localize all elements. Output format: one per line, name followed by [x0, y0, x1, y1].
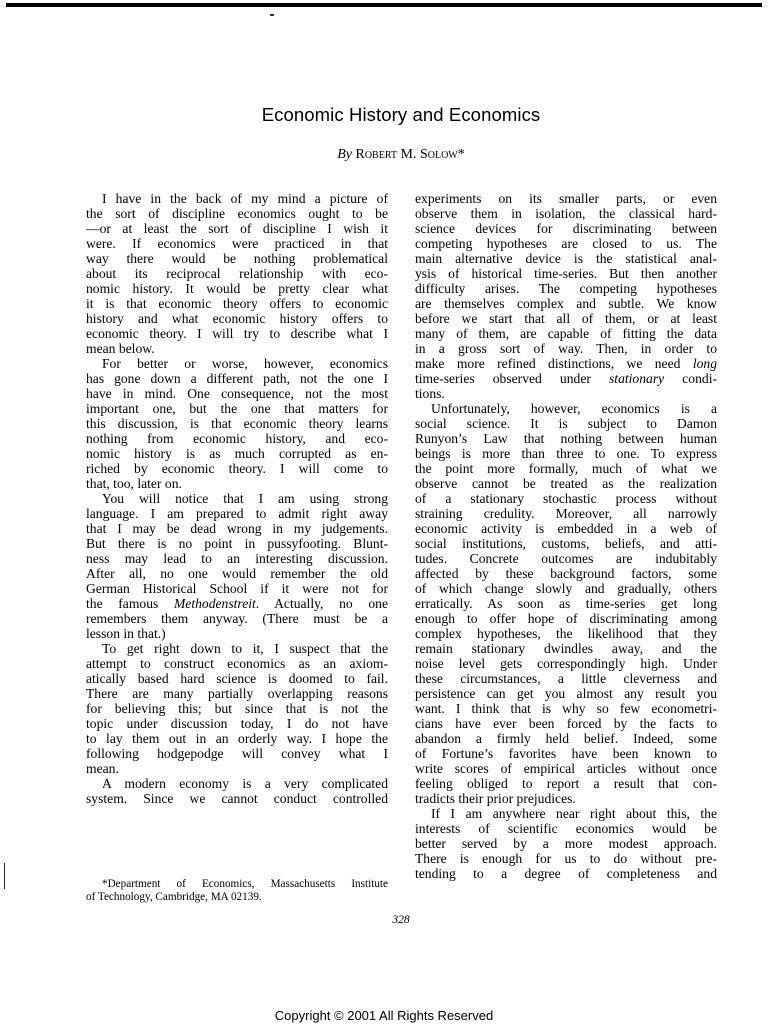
text-line: were. If economics were practiced in that — [86, 236, 388, 251]
text-line: following hodgepodge will convey what I — [86, 746, 388, 761]
page-number: 328 — [392, 914, 410, 926]
text-line: social institutions, customs, beliefs, and atti- — [415, 536, 717, 551]
text-line: of which change slowly and gradually, others — [415, 581, 717, 596]
text-line: for believing this; but since that is not the — [86, 701, 388, 716]
text-line: If I am anywhere near right about this, the — [431, 806, 717, 821]
text-line: write scores of empirical articles without once — [415, 761, 717, 776]
text-line: interests of scientific economics would be — [415, 821, 717, 836]
text-line: the famous Methodenstreit. Actually, no one — [86, 596, 388, 611]
text-line: social science. It is subject to Damon — [415, 416, 717, 431]
text-line: have in mind. One consequence, not the most — [86, 386, 388, 401]
text-line: better served by a more modest approach. — [415, 836, 717, 851]
text-line: competing hypotheses are closed to us. The — [415, 236, 717, 251]
text-line: time-series observed under stationary condi- — [415, 371, 717, 386]
text-line: lesson in that.) — [86, 626, 166, 641]
byline-author: Robert M. Solow* — [355, 147, 465, 162]
text-line: I have in the back of my mind a picture of — [102, 191, 388, 206]
text-line: Runyon’s Law that nothing between human — [415, 431, 717, 446]
text-line: language. I am prepared to admit right away — [86, 506, 388, 521]
text-line: abandon a firmly held belief. Indeed, some — [415, 731, 717, 746]
text-line: nomic history. It would be pretty clear what — [86, 281, 388, 296]
byline — [0, 147, 768, 163]
text-line: complex hypotheses, the likelihood that they — [415, 626, 717, 641]
text-line: observe cannot be treated as the realization — [415, 476, 717, 491]
text-line: main alternative device is the statistical anal- — [415, 251, 717, 266]
text-line: nothing from economic history, and eco- — [86, 431, 388, 446]
text-line: the sort of discipline economics ought to be — [86, 206, 388, 221]
text-line: Unfortunately, however, economics is a — [431, 401, 717, 416]
left-column — [86, 191, 388, 806]
top-rule — [6, 3, 762, 7]
text-line: of Technology, Cambridge, MA 02139. — [86, 891, 262, 903]
text-line: system. Since we cannot conduct controlled — [86, 791, 388, 806]
text-line: ness may lead to an interesting discussion. — [86, 551, 388, 566]
text-line: You will notice that I am using strong — [102, 491, 388, 506]
text-line: To get right down to it, I suspect that the — [102, 641, 388, 656]
text-line: riched by economic theory. I will come to — [86, 461, 388, 476]
text-line: There are many partially overlapping reasons — [86, 686, 388, 701]
footnote — [86, 878, 388, 904]
text-line: has gone down a different path, not the one I — [86, 371, 388, 386]
text-line: of a stationary stochastic process without — [415, 491, 717, 506]
text-line: persistence can get you almost any result you — [415, 686, 717, 701]
text-line: attempt to construct economics as an axiom- — [86, 656, 388, 671]
margin-mark — [4, 863, 5, 889]
text-line: many of them, are capable of fitting the data — [415, 326, 717, 341]
text-line: difficulty arises. The competing hypotheses — [415, 281, 717, 296]
text-line: science devices for discriminating between — [415, 221, 717, 236]
text-line: the point more formally, much of what we — [415, 461, 717, 476]
text-line: After all, no one would remember the old — [86, 566, 388, 581]
text-line: that I may be dead wrong in my judgements. — [86, 521, 388, 536]
scan-speck — [270, 14, 274, 16]
byline-by: By — [337, 147, 352, 162]
text-line: straining credulity. Moreover, all narrowly — [415, 506, 717, 521]
text-line: history and what economic history offers to — [86, 311, 388, 326]
text-line: tions. — [415, 386, 445, 401]
text-line: mean below. — [86, 341, 155, 356]
text-line: But there is no point in pussyfooting. Blunt- — [86, 536, 388, 551]
text-line: economic activity is embedded in a web of — [415, 521, 717, 536]
text-line: topic under discussion today, I do not have — [86, 716, 388, 731]
text-line: experiments on its smaller parts, or even — [415, 191, 717, 206]
text-line: observe them in isolation, the classical hard- — [415, 206, 717, 221]
text-line: want. I think that is why so few econometri- — [415, 701, 717, 716]
text-line: in a gross sort of way. Then, in order to — [415, 341, 717, 356]
text-line: cians have ever been forced by the facts to — [415, 716, 717, 731]
text-line: make more refined distinctions, we need long — [415, 356, 717, 371]
text-line: about its reciprocal relationship with eco- — [86, 266, 388, 281]
right-column — [415, 191, 717, 881]
text-line: *Department of Economics, Massachusetts Institute — [102, 878, 388, 890]
text-line: way there would be nothing problematical — [86, 251, 388, 266]
text-line: tending to a degree of completeness and — [415, 866, 717, 881]
text-line: nomic history is as much corrupted as en- — [86, 446, 388, 461]
text-line: economic theory. I will try to describe what I — [86, 326, 388, 341]
text-line: enough to offer hope of discriminating among — [415, 611, 717, 626]
article-title: Economic History and Economics — [261, 104, 541, 125]
text-line: to lay them out in an orderly way. I hope the — [86, 731, 388, 746]
copyright-notice: Copyright © 2001 All Rights Reserved — [274, 1008, 494, 1023]
text-line: atically based hard science is doomed to fail. — [86, 671, 388, 686]
text-line: remembers them anyway. (There must be a — [86, 611, 388, 626]
text-line: of Fortune’s favorites have been known to — [415, 746, 717, 761]
text-line: A modern economy is a very complicated — [102, 776, 388, 791]
text-line: German Historical School if it were not for — [86, 581, 388, 596]
text-line: affected by these background factors, some — [415, 566, 717, 581]
text-line: —or at least the sort of discipline I wish it — [86, 221, 388, 236]
text-line: are themselves complex and subtle. We know — [415, 296, 717, 311]
text-line: this discussion, is that economic theory learns — [86, 416, 388, 431]
text-line: noise level gets correspondingly high. Under — [415, 656, 717, 671]
text-line: For better or worse, however, economics — [102, 356, 388, 371]
text-line: ysis of historical time-series. But then another — [415, 266, 717, 281]
text-line: that, too, later on. — [86, 476, 182, 491]
text-line: important one, but the one that matters for — [86, 401, 388, 416]
text-line: erratically. As soon as time-series get long — [415, 596, 717, 611]
text-line: before we start that all of them, or at least — [415, 311, 717, 326]
text-line: mean. — [86, 761, 119, 776]
text-line: tudes. Concrete outcomes are indubitably — [415, 551, 717, 566]
text-line: beings is more than three to one. To express — [415, 446, 717, 461]
text-line: remain stationary dwindles away, and the — [415, 641, 717, 656]
text-line: it is that economic theory offers to economic — [86, 296, 388, 311]
text-line: these circumstances, a little cleverness and — [415, 671, 717, 686]
text-line: tradicts their prior prejudices. — [415, 791, 576, 806]
text-line: feeling obliged to report a result that con- — [415, 776, 717, 791]
text-line: There is enough for us to do without pre- — [415, 851, 717, 866]
